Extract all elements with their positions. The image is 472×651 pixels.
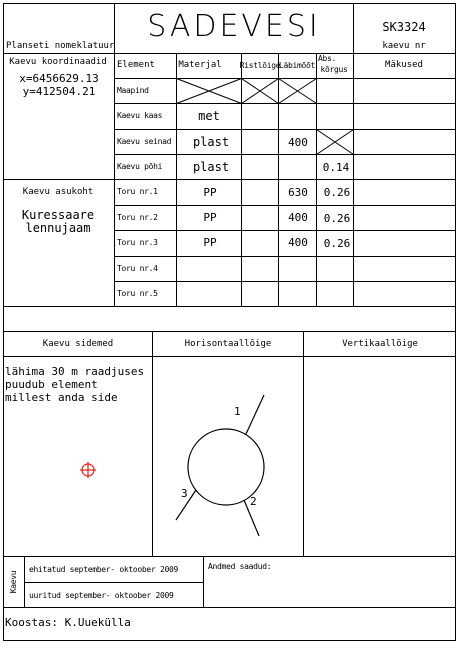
vertical-section-label: Vertikaallõige <box>342 339 418 349</box>
well-code: SK3324 <box>382 20 426 34</box>
manhole-circle <box>188 429 264 508</box>
row-material: plast <box>192 135 230 149</box>
well-code-caption: kaevu nr <box>382 41 426 51</box>
row-element: Toru nr.4 <box>117 264 158 273</box>
coordinate-x: x=6456629.13 <box>19 72 99 85</box>
row-element: Toru nr.2 <box>117 213 158 222</box>
footer-data-provided: Andmed saadud: <box>208 562 272 571</box>
plansheet-label: Planseti nomeklatuur <box>6 41 115 51</box>
coordinate-y: y=412504.21 <box>22 85 96 98</box>
row-abs-height: 0.26 <box>323 212 351 225</box>
pipe-label-2: 2 <box>250 495 257 508</box>
pipe-label-1: 1 <box>234 405 241 418</box>
horizontal-section-label: Horisontaallõige <box>184 339 272 349</box>
row-material: PP <box>203 211 217 224</box>
pipe-1-line <box>246 395 264 434</box>
header-makused: Mäkused <box>385 60 423 70</box>
footer-side-label: Kaevu <box>9 570 18 594</box>
row-element: Toru nr.1 <box>117 187 158 196</box>
row-material: met <box>198 109 220 123</box>
row-element: Kaevu kaas <box>117 111 163 120</box>
ties-label: Kaevu sidemed <box>42 339 114 349</box>
pipe-label-3: 3 <box>181 487 188 500</box>
row-material: plast <box>192 160 230 174</box>
row-element: Toru nr.3 <box>117 238 158 247</box>
footer-surveyed: uuritud september- oktoober 2009 <box>29 591 174 600</box>
ties-note-line-1: lähima 30 m raadjuses <box>5 365 145 378</box>
header-material: Materjal <box>178 60 222 70</box>
row-diameter: 400 <box>288 236 308 249</box>
row-element: Toru nr.5 <box>117 289 158 298</box>
location-line-2: lennujaam <box>25 221 91 235</box>
row-abs-height: 0.14 <box>322 161 350 174</box>
row-abs-height: 0.26 <box>323 186 351 199</box>
ties-note-line-2: puudub element <box>5 378 98 391</box>
header-element: Element <box>117 60 155 70</box>
footer-built: ehitatud september- oktoober 2009 <box>29 565 179 574</box>
header-abs-line1: Abs. <box>317 54 337 63</box>
header-labimoot: Läbimõõt <box>278 61 316 70</box>
row-diameter: 400 <box>288 211 308 224</box>
ties-note-line-3: millest anda side <box>5 391 118 404</box>
header-abs-line2: kõrgus <box>320 65 348 74</box>
row-material: PP <box>203 186 217 199</box>
row-element: Kaevu seinad <box>117 137 172 146</box>
location-label: Kaevu asukoht <box>22 187 94 197</box>
row-diameter: 400 <box>288 136 308 149</box>
header-ristloige: Ristlõige <box>239 61 281 70</box>
location-line-1: Kuressaare <box>21 208 95 222</box>
footer-author: Koostas: K.Uuekülla <box>5 616 131 629</box>
row-element: Kaevu põhi <box>117 162 163 171</box>
form-title: SADEVESI <box>147 9 321 44</box>
row-material: PP <box>203 236 217 249</box>
row-diameter: 630 <box>288 186 308 199</box>
location-marker-icon <box>80 462 96 478</box>
row-element: Maapind <box>117 86 149 95</box>
manhole-horizontal-section <box>176 395 264 536</box>
row-abs-height: 0.26 <box>323 237 351 250</box>
coordinates-label: Kaevu koordinaadid <box>9 57 107 67</box>
